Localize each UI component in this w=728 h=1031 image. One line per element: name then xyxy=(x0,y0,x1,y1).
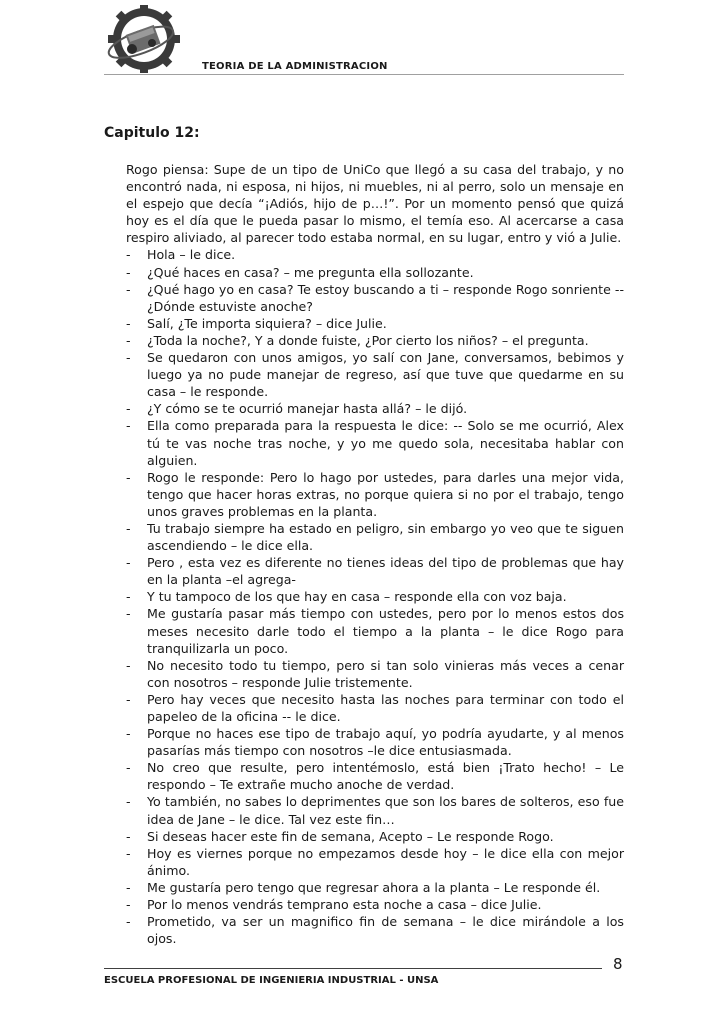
dialogue-item xyxy=(126,349,624,400)
dialogue-text: ¿Qué haces en casa? – me pregunta ella sollozante. xyxy=(147,264,474,280)
dialogue-item xyxy=(126,588,624,605)
dialogue-item xyxy=(126,400,624,417)
dialogue-item xyxy=(126,691,624,725)
chapter-body xyxy=(126,161,624,947)
dialogue-text: Hola – le dice. xyxy=(147,247,236,263)
header-title: TEORIA DE LA ADMINISTRACION xyxy=(202,61,388,72)
list-dash: - xyxy=(126,914,131,930)
dialogue-text: No necesito todo tu tiempo, pero si tan solo vinieras más veces a cenar con nosotros – responde Julie tristemente. xyxy=(147,657,624,690)
list-dash: - xyxy=(126,469,131,485)
dialogue-item xyxy=(126,554,624,588)
list-dash: - xyxy=(126,520,131,536)
dialogue-item xyxy=(126,828,624,845)
header-rule xyxy=(104,74,624,75)
dialogue-text: ¿Toda la noche?, Y a donde fuiste, ¿Por cierto los niños? – el pregunta. xyxy=(147,332,589,348)
dialogue-text: Si deseas hacer este fin de semana, Acepto – Le responde Rogo. xyxy=(147,828,554,844)
dialogue-text: Se quedaron con unos amigos, yo salí con Jane, conversamos, bebimos y luego ya no pude manejar de regreso, así que tuve que quedarme en su casa – le responde. xyxy=(147,350,624,400)
dialogue-text: ¿Y cómo se te ocurrió manejar hasta allá? – le dijó. xyxy=(147,401,468,417)
dialogue-item xyxy=(126,845,624,879)
dialogue-text: Salí, ¿Te importa siquiera? – dice Julie. xyxy=(147,315,387,331)
dialogue-item xyxy=(126,896,624,913)
list-dash: - xyxy=(126,281,131,297)
dialogue-text: Ella como preparada para la respuesta le dice: -- Solo se me ocurrió, Alex tú te vas noche tras noche, y yo me quedo sola, necesitaba hablar con alguien. xyxy=(147,418,624,468)
list-dash: - xyxy=(126,726,131,742)
list-dash: - xyxy=(126,350,131,366)
university-logo xyxy=(98,5,186,73)
dialogue-item xyxy=(126,759,624,793)
list-dash: - xyxy=(126,589,131,605)
list-dash: - xyxy=(126,264,131,280)
list-dash: - xyxy=(126,315,131,331)
dialogue-text: Pero hay veces que necesito hasta las noches para terminar con todo el papeleo de la oficina -- le dice. xyxy=(147,691,624,724)
list-dash: - xyxy=(126,657,131,673)
dialogue-text: Yo también, no sabes lo deprimentes que son los bares de solteros, eso fue idea de Jane – le dice. Tal vez este fin… xyxy=(147,794,624,827)
page-number: 8 xyxy=(613,955,623,973)
dialogue-text: Hoy es viernes porque no empezamos desde hoy – le dice ella con mejor ánimo. xyxy=(147,845,624,878)
dialogue-text: ¿Qué hago yo en casa? Te estoy buscando a ti – responde Rogo sonriente -- ¿Dónde estuviste anoche? xyxy=(147,281,624,314)
dialogue-item xyxy=(126,879,624,896)
footer-text: ESCUELA PROFESIONAL DE INGENIERIA INDUSTRIAL - UNSA xyxy=(104,975,439,986)
dialogue-item xyxy=(126,605,624,656)
dialogue-text: Por lo menos vendrás temprano esta noche a casa – dice Julie. xyxy=(147,897,542,913)
dialogue-item xyxy=(126,913,624,947)
footer-rule xyxy=(104,968,602,969)
dialogue-item xyxy=(126,520,624,554)
list-dash: - xyxy=(126,332,131,348)
dialogue-item xyxy=(126,793,624,827)
dialogue-text: Pero , esta vez es diferente no tienes ideas del tipo de problemas que hay en la planta –el agrega- xyxy=(147,555,624,588)
dialogue-item xyxy=(126,417,624,468)
dialogue-item xyxy=(126,469,624,520)
dialogue-item xyxy=(126,246,624,263)
dialogue-item xyxy=(126,281,624,315)
list-dash: - xyxy=(126,760,131,776)
list-dash: - xyxy=(126,845,131,861)
dialogue-text: No creo que resulte, pero intentémoslo, está bien ¡Trato hecho! – Le respondo – Te extrañe mucho anoche de verdad. xyxy=(147,760,624,793)
list-dash: - xyxy=(126,794,131,810)
list-dash: - xyxy=(126,828,131,844)
list-dash: - xyxy=(126,555,131,571)
list-dash: - xyxy=(126,691,131,707)
dialogue-item xyxy=(126,657,624,691)
dialogue-text: Y tu tampoco de los que hay en casa – responde ella con voz baja. xyxy=(147,589,567,605)
dialogue-text: Me gustaría pero tengo que regresar ahora a la planta – Le responde él. xyxy=(147,879,601,895)
list-dash: - xyxy=(126,401,131,417)
dialogue-text: Tu trabajo siempre ha estado en peligro, sin embargo yo veo que te siguen ascendiendo – le dice ella. xyxy=(147,520,624,554)
dialogue-item xyxy=(126,315,624,332)
chapter-title: Capitulo 12: xyxy=(104,125,200,141)
dialogue-item xyxy=(126,264,624,281)
dialogue-text: Porque no haces ese tipo de trabajo aquí, yo podría ayudarte, y al menos pasarías más tiempo con nosotros –le dice entusiasmada. xyxy=(147,726,624,759)
list-dash: - xyxy=(126,897,131,913)
list-dash: - xyxy=(126,247,131,263)
list-dash: - xyxy=(126,879,131,895)
list-dash: - xyxy=(126,606,131,622)
dialogue-text: Prometido, va ser un magnifico fin de semana – le dice mirándole a los ojos. xyxy=(147,914,624,947)
dialogue-text: Me gustaría pasar más tiempo con ustedes, pero por lo menos estos dos meses necesito darle todo el tiempo a la planta – le dice Rogo para tranquilizarla un poco. xyxy=(147,606,624,656)
list-dash: - xyxy=(126,418,131,434)
dialogue-list xyxy=(126,246,624,947)
intro-paragraph: Rogo piensa: Supe de un tipo de UniCo que llegó a su casa del trabajo, y no encontró nada, ni esposa, ni hijos, ni muebles, ni al perro, solo un mensaje en el espejo que decía “¡Adiós, hijo de p…!”. Por un momento pensó que quizá hoy es el día que le pueda pasar lo mismo, el temía eso. Al acercarse a casa respiro aliviado, al parecer todo estaba normal, en su lugar, entro y vió a Julie. xyxy=(126,162,624,246)
dialogue-item xyxy=(126,725,624,759)
dialogue-item xyxy=(126,332,624,349)
dialogue-text: Rogo le responde: Pero lo hago por ustedes, para darles una mejor vida, tengo que hacer horas extras, no porque quiera si no por el trabajo, tengo unos graves problemas en la planta. xyxy=(147,469,624,519)
